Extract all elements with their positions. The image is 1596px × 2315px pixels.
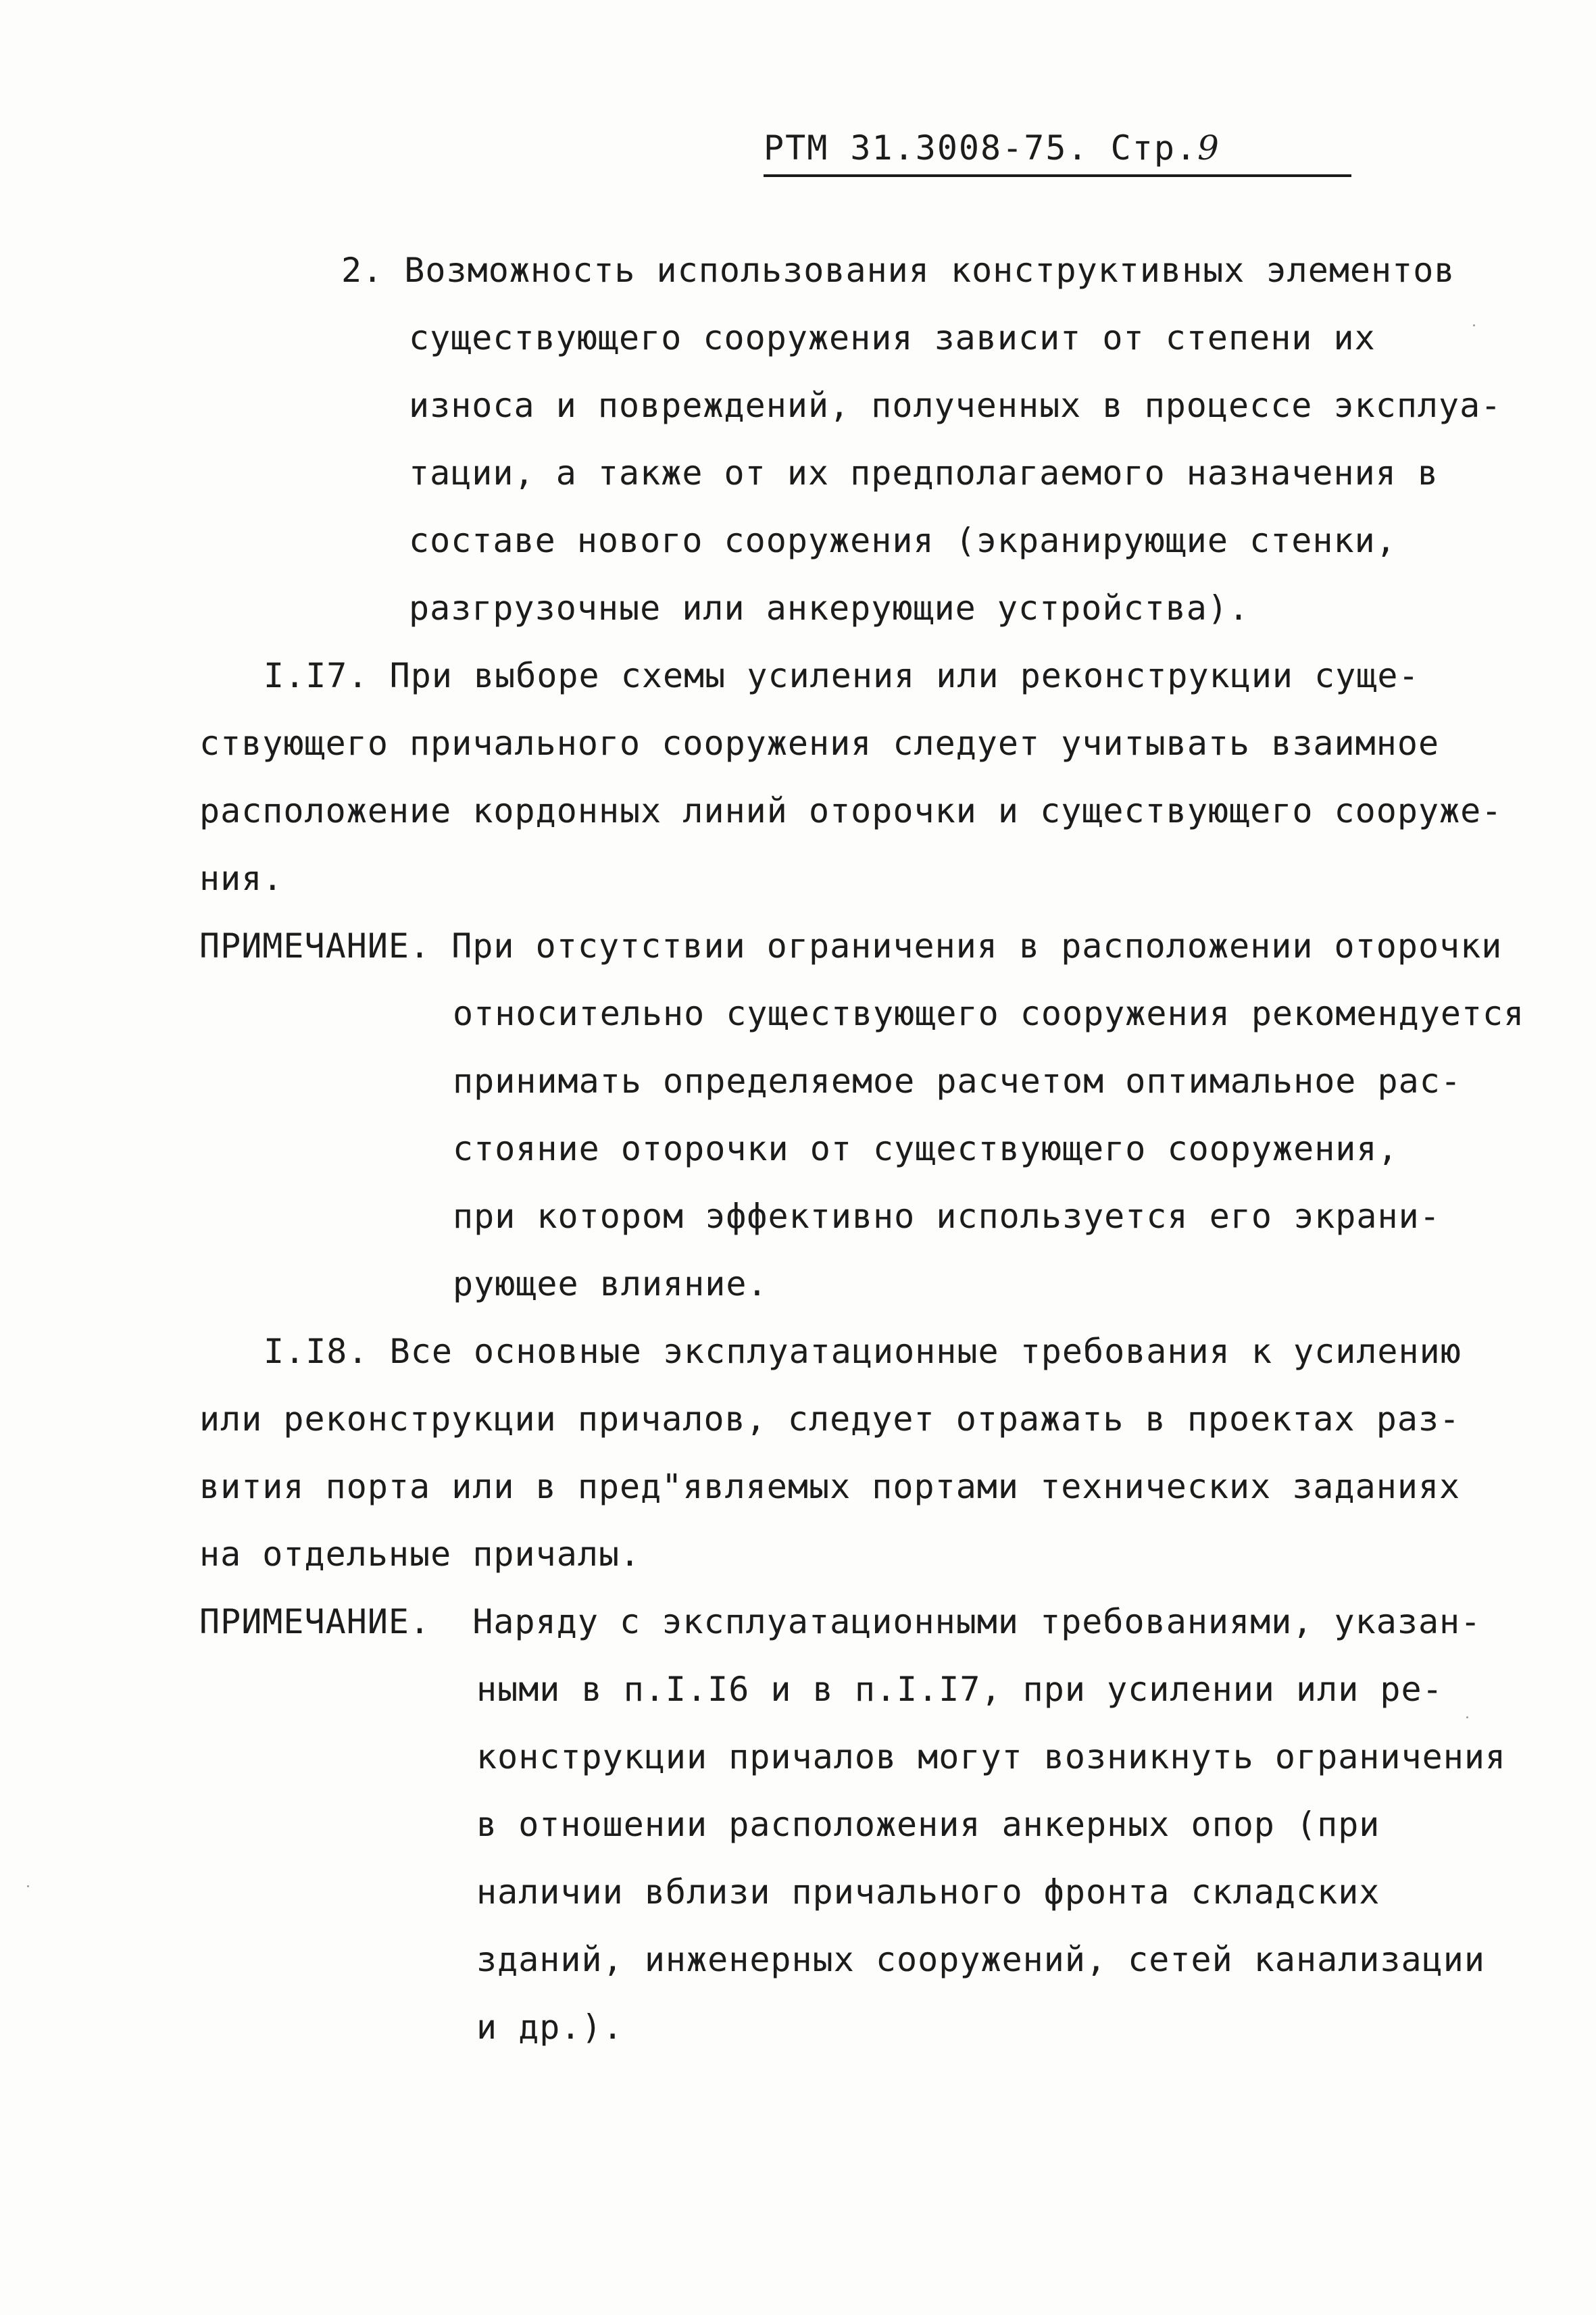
page-header (764, 128, 1351, 177)
note-line: ПРИМЕЧАНИЕ. Наряду с эксплуатационными требованиями, указан- (199, 1602, 1482, 1641)
text-line: на отдельные причалы. (199, 1535, 641, 1574)
note-line: в отношении расположения анкерных опор (при (476, 1805, 1380, 1844)
note-line: ными в п.I.I6 и в п.I.I7, при усилении или ре- (476, 1670, 1443, 1709)
text-line: ния. (199, 859, 284, 898)
note-line: ПРИМЕЧАНИЕ. При отсутствии ограничения в расположении оторочки (199, 926, 1503, 966)
note-line: стояние оторочки от существующего сооружения, (453, 1129, 1399, 1168)
note-line: при котором эффективно используется его экрани- (453, 1197, 1441, 1236)
section-heading-line: I.I8. Все основные эксплуатационные требования к усилению (264, 1332, 1462, 1371)
note-line: и др.). (476, 2008, 624, 2047)
text-line: вития порта или в пред"являемых портами технических заданиях (199, 1467, 1461, 1506)
text-line: тации, а также от их предполагаемого назначения в (409, 453, 1439, 493)
section-heading-line: I.I7. При выборе схемы усиления или реконструкции суще- (264, 656, 1420, 695)
text-line: существующего сооружения зависит от степени их (409, 318, 1376, 357)
text-line: или реконструкции причалов, следует отражать в проектах раз- (199, 1399, 1461, 1439)
note-line: конструкции причалов могут возникнуть ограничения (476, 1737, 1507, 1776)
scan-speck (27, 1885, 29, 1887)
text-line: ствующего причального сооружения следует учитывать взаимное (199, 724, 1440, 763)
note-line: рующее влияние. (453, 1264, 768, 1303)
text-line: составе нового сооружения (экранирующие стенки, (409, 521, 1397, 560)
note-line: наличии вблизи причального фронта складских (476, 1872, 1380, 1912)
note-line: принимать определяемое расчетом оптимальное рас- (453, 1062, 1462, 1101)
document-code: РТМ 31.3008-75. Стр. (764, 128, 1198, 168)
scan-speck (1466, 1716, 1468, 1718)
text-line: разгрузочные или анкерующие устройства). (409, 589, 1250, 628)
text-line: износа и повреждений, полученных в процессе эксплуа- (409, 386, 1502, 425)
note-line: относительно существующего сооружения рекомендуется (453, 994, 1525, 1033)
note-line: зданий, инженерных сооружений, сетей канализации (476, 1940, 1485, 1979)
text-line: 2. Возможность использования конструктивных элементов (341, 251, 1455, 290)
text-line: расположение кордонных линий оторочки и существующего сооруже- (199, 791, 1503, 830)
scan-speck (1473, 324, 1475, 326)
page-number: 9 (1197, 128, 1220, 168)
